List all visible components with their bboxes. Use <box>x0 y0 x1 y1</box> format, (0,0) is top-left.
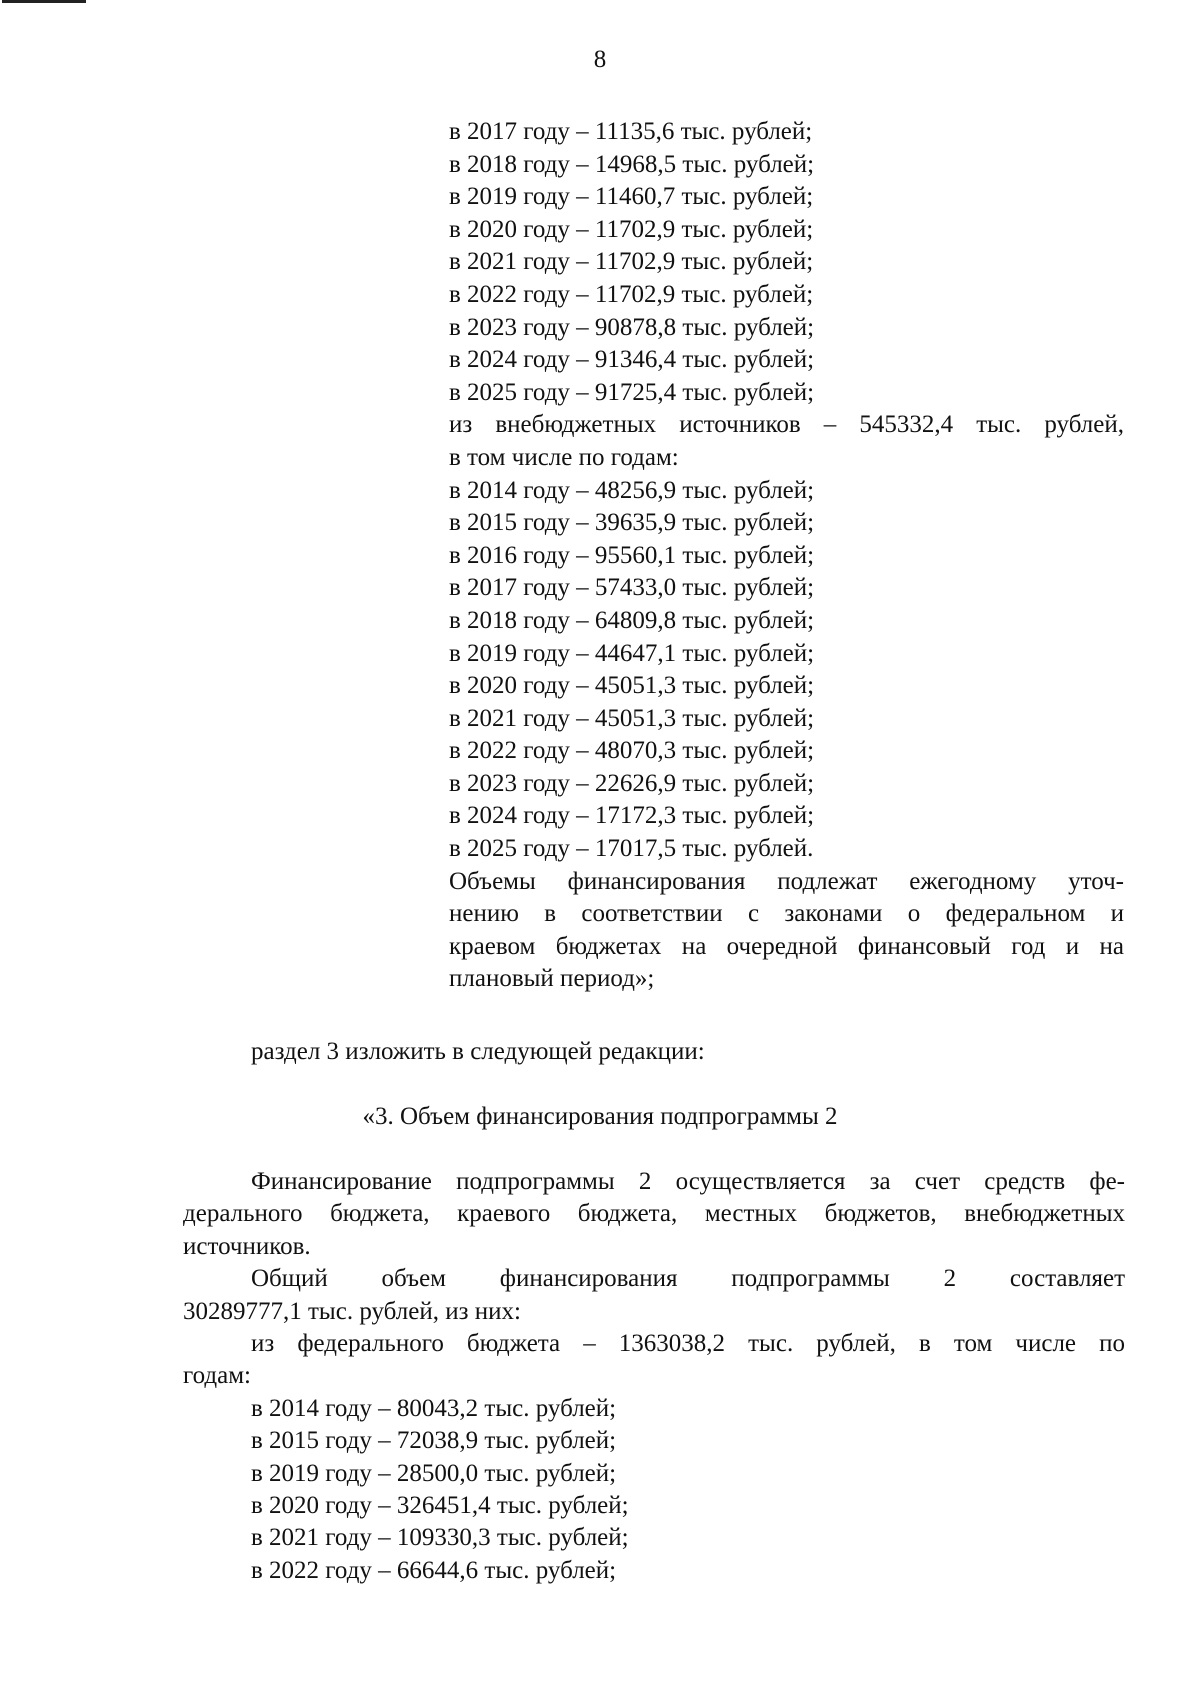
extrabudgetary-year-line: в 2020 году – 45051,3 тыс. рублей; <box>449 672 815 700</box>
extrabudgetary-year-line: в 2021 году – 45051,3 тыс. рублей; <box>449 704 815 732</box>
extrabudgetary-year-line: в 2018 году – 64809,8 тыс. рублей; <box>449 606 815 634</box>
paragraph-line: 30289777,1 тыс. рублей, из них: <box>183 1297 521 1325</box>
subprogram-funding-body <box>183 1166 1125 1587</box>
paragraph-line: годам: <box>183 1362 251 1390</box>
funding-note-line: плановый период»; <box>449 965 655 993</box>
extrabudgetary-year-line: в 2022 году – 48070,3 тыс. рублей; <box>449 737 815 765</box>
paragraph-line: Общий объем финансирования подпрограммы 2 составляет <box>251 1265 1125 1293</box>
funding-continuation-block <box>449 116 1124 996</box>
regional-budget-year-line: в 2021 году – 11702,9 тыс. рублей; <box>449 248 814 276</box>
regional-budget-year-line: в 2022 году – 11702,9 тыс. рублей; <box>449 280 814 308</box>
extrabudgetary-year-line: в 2017 году – 57433,0 тыс. рублей; <box>449 574 815 602</box>
extrabudgetary-heading: из внебюджетных источников – 545332,4 тыс. рублей, <box>449 411 1124 439</box>
federal-year-line: в 2014 году – 80043,2 тыс. рублей; <box>251 1394 617 1422</box>
regional-budget-year-line: в 2018 году – 14968,5 тыс. рублей; <box>449 150 815 178</box>
extrabudgetary-subheading: в том числе по годам: <box>449 443 679 471</box>
extrabudgetary-year-line: в 2025 году – 17017,5 тыс. рублей. <box>449 835 814 863</box>
paragraph-line: из федерального бюджета – 1363038,2 тыс. рублей, в том числе по <box>251 1329 1125 1357</box>
section-heading: «3. Объем финансирования подпрограммы 2 <box>362 1103 838 1130</box>
federal-year-line: в 2021 году – 109330,3 тыс. рублей; <box>251 1524 629 1552</box>
regional-budget-year-line: в 2023 году – 90878,8 тыс. рублей; <box>449 313 815 341</box>
federal-year-line: в 2015 году – 72038,9 тыс. рублей; <box>251 1427 617 1455</box>
section-instruction: раздел 3 изложить в следующей редакции: <box>251 1038 705 1065</box>
extrabudgetary-year-line: в 2023 году – 22626,9 тыс. рублей; <box>449 769 815 797</box>
regional-budget-year-line: в 2017 году – 11135,6 тыс. рублей; <box>449 118 813 145</box>
regional-budget-year-line: в 2024 году – 91346,4 тыс. рублей; <box>449 346 815 374</box>
federal-year-line: в 2020 году – 326451,4 тыс. рублей; <box>251 1491 629 1519</box>
federal-year-line: в 2019 году – 28500,0 тыс. рублей; <box>251 1459 617 1487</box>
funding-note-line: краевом бюджетах на очередной финансовый год и на <box>449 932 1124 960</box>
regional-budget-year-line: в 2025 году – 91725,4 тыс. рублей; <box>449 378 815 406</box>
extrabudgetary-year-line: в 2014 году – 48256,9 тыс. рублей; <box>449 476 815 504</box>
paragraph-line: дерального бюджета, краевого бюджета, местных бюджетов, внебюджетных <box>183 1200 1125 1228</box>
extrabudgetary-year-line: в 2016 году – 95560,1 тыс. рублей; <box>449 541 815 569</box>
paragraph-line: источников. <box>183 1232 311 1260</box>
extrabudgetary-year-line: в 2024 году – 17172,3 тыс. рублей; <box>449 802 815 830</box>
extrabudgetary-year-line: в 2015 году – 39635,9 тыс. рублей; <box>449 509 815 537</box>
extrabudgetary-year-line: в 2019 году – 44647,1 тыс. рублей; <box>449 639 815 667</box>
regional-budget-year-line: в 2020 году – 11702,9 тыс. рублей; <box>449 215 814 243</box>
page-number: 8 <box>593 46 607 73</box>
regional-budget-year-line: в 2019 году – 11460,7 тыс. рублей; <box>449 183 814 211</box>
funding-note-line: нению в соответствии с законами о федеральном и <box>449 900 1124 928</box>
paragraph-line: Финансирование подпрограммы 2 осуществляется за счет средств фе- <box>251 1168 1125 1195</box>
scan-corner-mark <box>2 0 86 3</box>
federal-year-line: в 2022 году – 66644,6 тыс. рублей; <box>251 1556 617 1584</box>
funding-note-line: Объемы финансирования подлежат ежегодному уточ- <box>449 867 1124 895</box>
